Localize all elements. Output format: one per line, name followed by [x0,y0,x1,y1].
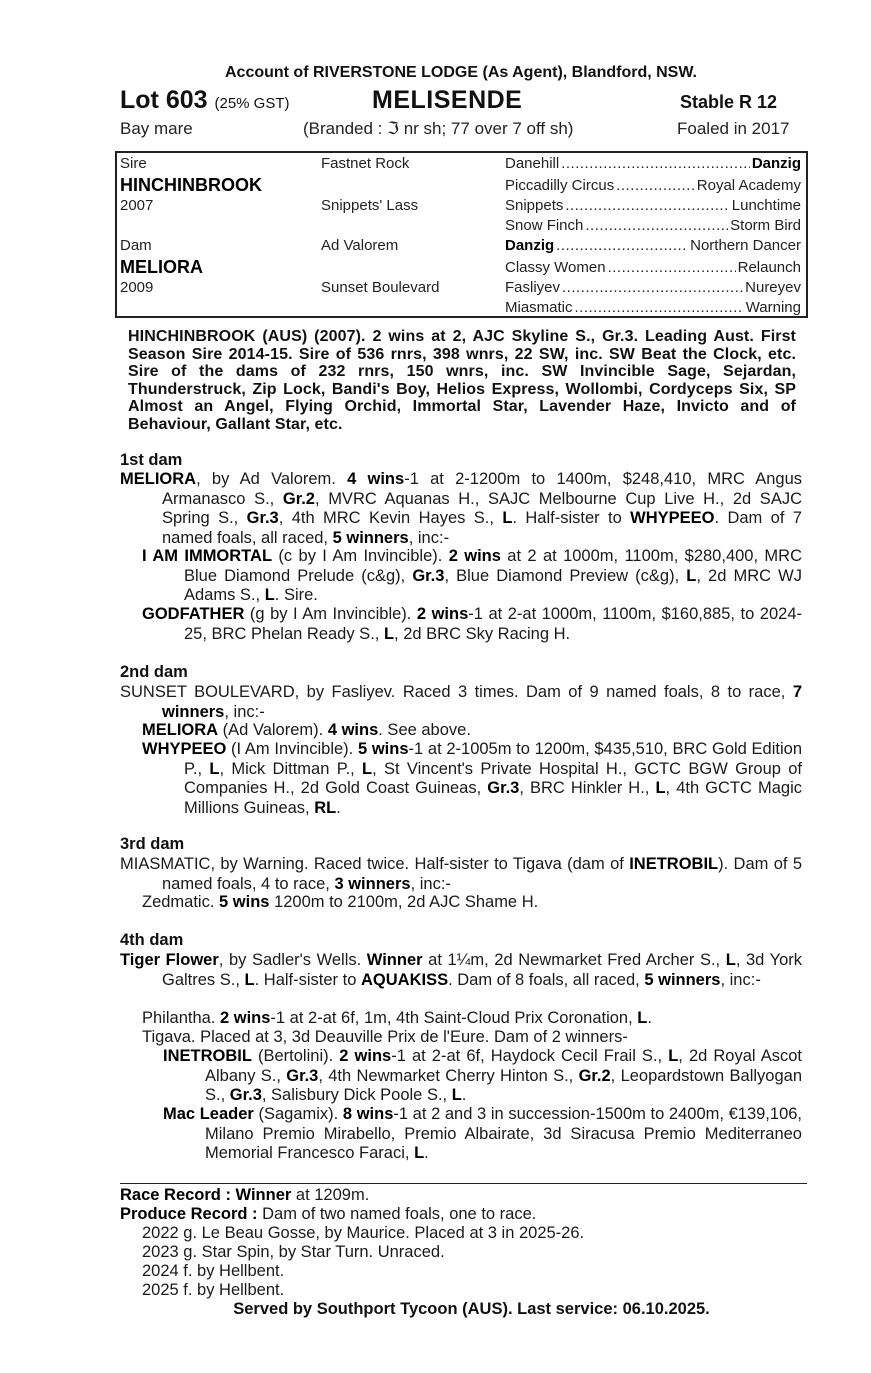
ancestor-name: Snippets [505,197,564,214]
grand-progeny-entry [163,1047,802,1106]
ancestor-row [505,279,801,296]
bold-text: GODFATHER [142,605,245,623]
bold-text: 4 wins [327,721,379,739]
fourth-dam-heading: 4th dam [120,931,184,949]
bold-text: L [244,970,255,989]
text-run: 1200m to 2100m, 2d AJC Shame H. [269,893,539,911]
text-run: . Half-sister to [254,970,361,989]
produce-item: 2022 g. Le Beau Gosse, by Maurice. Placed at 3 in 2025-26. [142,1224,585,1242]
horse-name: MELISENDE [372,86,523,114]
bold-text: L [451,1086,462,1104]
text-run: , 4th GCTC Magic Millions Guineas, [184,779,802,817]
bold-text: 5 wins [219,893,270,911]
bold-text: 5 wins [357,740,409,758]
text-run: -1 at 2-at 6f, Haydock Cecil Frail S., [391,1047,669,1065]
leader-dots [562,279,743,296]
bold-text: Gr.3 [412,566,445,585]
dam-name: MELIORA [120,257,203,277]
sire-name: HINCHINBROOK [120,175,262,195]
text-run: , inc:- [224,702,265,721]
bold-text: 2 wins [448,547,501,565]
bold-text: L [725,951,736,969]
text-run: SUNSET BOULEVARD, by Fasliyev. Raced 3 times. Dam of 9 named foals, 8 to race, [120,683,793,701]
stable-location: Stable R 12 [680,92,778,112]
text-run: . [336,798,341,817]
ancestor-parent: Royal Academy [696,177,801,194]
grand-progeny-entry [163,1105,802,1164]
fourth-dam-text [120,951,802,990]
leader-dots [565,197,729,214]
divider [120,1183,807,1184]
text-run: , inc:- [720,970,761,989]
served-note: Served by Southport Tycoon (AUS). Last service: 06.10.2025. [233,1300,710,1318]
text-run: , Leopardstown Ballyogan S., [205,1066,803,1104]
ancestor-parent: Nureyev [745,279,801,296]
bold-text: L [264,586,275,604]
bold-text: MELIORA [120,470,197,488]
text-run: . Dam of 7 named foals, all raced, [162,509,802,547]
bold-text: MELIORA [142,721,219,739]
text-run: (g by I Am Invincible). [244,605,417,623]
bold-text: Winner [366,951,423,969]
leader-dots [608,259,736,276]
text-run: , Blue Diamond Preview (c&g), [444,566,687,585]
text-run: , 2d BRC Sky Racing H. [394,624,571,643]
text-run: Zedmatic. [142,893,220,911]
third-dam-heading: 3rd dam [120,835,185,853]
text-run: . Half-sister to [512,509,631,527]
ancestor-row [505,155,801,172]
text-run: ). Dam of 5 named foals, 4 to race, [162,855,802,893]
bold-text: 8 wins [342,1105,394,1123]
text-run: . [461,1086,467,1104]
leader-dots [556,237,688,254]
bold-text: L [502,509,513,527]
bold-text: 3 winners [334,874,411,893]
text-run: . [424,1144,429,1162]
text-run: at 2 at 1000m, 1100m, $280,400, MRC Blue Diamond Prelude (c&g), [184,547,802,585]
bold-text: L [686,566,697,585]
bold-text: INETROBIL [629,855,719,873]
text-run: , Mick Dittman P., [219,759,363,778]
text-run: . [647,1009,652,1027]
progeny-entry [142,893,802,913]
text-run: , BRC Hinkler H., [519,779,656,797]
bold-text: 5 winners [644,970,721,989]
leader-dots [561,155,750,172]
ancestor-parent: Relaunch [737,259,801,276]
text-run: . See above. [378,721,471,739]
ancestor-parent: Lunchtime [731,197,801,214]
text-run: , inc:- [410,874,451,893]
text-run: at 1¼m, 2d Newmarket Fred Archer S., [422,951,726,969]
brand-info [303,119,573,139]
text-run: , Salisbury Dick Poole S., [261,1086,452,1104]
sire-summary: HINCHINBROOK (AUS) (2007). 2 wins at 2, AJC Skyline S., Gr.3. Leading Aust. First Season Sire 2014-15. Sire of 536 rnrs, 398 wnrs, 22 SW, inc. SW Beat the Clock, etc. Sire of the dams of 232 rnrs, 150 wnrs, inc. SW Invincible Sage, Sejardan, Thunderstruck, Zip Lock, Bandi's Boy, Helios Express, Wollombi, Cordyceps Six, SP Almost an Angel, Flying Orchid, Immortal Star, Lavender Haze, Invicto and of Behaviour, Gallant Star, etc. [128,328,796,433]
text-run: , MVRC Aquanas H., SAJC Melbourne Cup Live H., 2d SAJC Spring S., [162,489,802,527]
dam-year: 2009 [120,279,154,296]
bold-text: 7 winners [162,683,802,721]
third-dam-text [120,855,802,894]
text-run: , St Vincent's Private Hospital H., GCTC BGW Group of Companies H., 2d Gold Coast Guineas, [184,759,802,797]
produce-record [120,1205,536,1224]
text-run: , 2d Royal Ascot Albany S., [205,1047,803,1085]
brand-mark-icon: ℑ [387,119,399,139]
text-run: MIASMATIC, by Warning. Raced twice. Half-sister to Tigava (dam of [120,855,630,873]
bold-text: 2 wins [339,1047,392,1065]
bold-text: Gr.3 [229,1086,262,1104]
bold-text: Gr.3 [487,779,520,797]
text-run: , 2d MRC WJ Adams S., [184,566,802,604]
text-run: -1 at 2-1200m to 1400m, $248,410, MRC Angus Armanasco S., [162,470,803,508]
bold-text: 4 wins [347,470,405,488]
bold-text: 2 wins [416,605,469,623]
text-run: , by Sadler's Wells. [218,951,367,969]
text-run: , 3d York Galtres S., [162,951,802,989]
ancestor-name: Snow Finch [505,217,584,234]
produce-item: 2023 g. Star Spin, by Star Turn. Unraced. [142,1243,445,1261]
bold-text: INETROBIL [163,1047,252,1065]
text-run: (I Am Invincible). [226,740,358,758]
ancestor-row [505,237,801,254]
dam-dam: Sunset Boulevard [321,279,440,296]
sire-dam: Snippets' Lass [321,197,419,214]
lot-label: Lot 603 [120,86,208,114]
bold-text: L [383,624,395,643]
text-run: (Ad Valorem). [218,721,328,739]
second-dam-text [120,683,802,722]
sire-label: Sire [120,155,147,172]
bold-text: L [362,759,373,778]
race-record [120,1186,369,1205]
ancestor-row [505,177,801,194]
text-run: -1 at 2 and 3 in succession-1500m to 2400m, €139,106, Milano Premio Mirabello, Premio Albairate, 3d Siracusa Premio Mediterraneo Memorial Francesco Faraci, [205,1105,803,1162]
foaled-year: Foaled in 2017 [677,119,790,138]
text-run: , inc:- [408,528,450,547]
progeny-entry [142,547,802,606]
first-dam-text [120,470,802,548]
ancestor-name: Piccadilly Circus [505,177,615,194]
bold-text: L [209,759,220,778]
race-record-label: Race Record : Winner [120,1186,292,1204]
bold-text: AQUAKISS [360,970,449,989]
text-run: -1 at 2-1005m to 1200m, $435,510, BRC Gold Edition P., [184,740,803,778]
text-run: . Sire. [274,586,318,604]
brand-prefix: (Branded : [303,119,388,138]
ancestor-parent: Warning [745,299,801,316]
ancestor-name: Classy Women [505,259,606,276]
text-run: (c by I Am Invincible). [272,547,449,565]
ancestor-parent: Storm Bird [730,217,801,234]
bold-text: WHYPEEO [630,509,715,527]
text-run: , by Ad Valorem. [196,470,348,488]
ancestor-row [505,217,801,234]
text-run: . Dam of 8 foals, all raced, [448,970,645,989]
produce-record-label: Produce Record : [120,1205,258,1223]
bold-text: Gr.3 [246,509,279,527]
sire-year: 2007 [120,197,154,214]
leader-dots [575,299,744,316]
dam-sire: Ad Valorem [321,237,399,254]
text-run: Philantha. [142,1009,220,1027]
second-dam-heading: 2nd dam [120,663,188,681]
sire-sire: Fastnet Rock [321,155,410,172]
bold-text: Tiger Flower [120,951,219,969]
progeny-entry [142,1009,802,1029]
ancestor-parent: Northern Dancer [690,237,801,254]
text-run: -1 at 2-at 6f, 1m, 4th Saint-Cloud Prix Coronation, [270,1009,638,1027]
dam-label: Dam [120,237,152,254]
ancestor-name: Danzig [505,237,555,254]
text-run: Tigava. Placed at 3, 3d Deauville Prix de l'Eure. Dam of 2 winners- [142,1028,628,1046]
bold-text: 2 wins [219,1009,271,1027]
bold-text: Gr.2 [282,489,315,508]
bold-text: I AM IMMORTAL [142,547,273,565]
ancestor-row [505,299,801,316]
bold-text: L [668,1047,679,1065]
brand-detail: nr sh; 77 over 7 off sh) [398,119,574,138]
bold-text: Gr.3 [286,1066,319,1085]
bold-text: Mac Leader [163,1105,254,1123]
horse-description: Bay mare [120,119,193,138]
bold-text: RL [314,798,337,817]
ancestor-name: Danehill [505,155,560,172]
text-run: (Bertolini). [251,1047,340,1065]
text-run: , 4th MRC Kevin Hayes S., [278,509,503,527]
bold-text: 5 winners [332,528,409,547]
ancestor-row [505,259,801,276]
bold-text: L [655,779,666,797]
ancestor-name: Fasliyev [505,279,561,296]
progeny-entry [142,740,802,818]
ancestor-name: Miasmatic [505,299,573,316]
leader-dots [616,177,695,194]
bold-text: Gr.2 [578,1066,611,1085]
produce-item: 2025 f. by Hellbent. [142,1281,285,1299]
lot-number [120,86,290,115]
text-run: (Sagamix). [253,1105,343,1123]
vendor-account: Account of RIVERSTONE LODGE (As Agent), Blandford, NSW. [224,64,697,81]
race-record-value: at 1209m. [291,1186,370,1204]
ancestor-parent: Danzig [751,155,801,172]
text-run: -1 at 2-at 1000m, 1100m, $160,885, to 2024-25, BRC Phelan Ready S., [184,605,802,643]
progeny-entry [142,721,802,741]
leader-dots [585,217,728,234]
gst-note: (25% GST) [214,95,290,112]
progeny-entry [142,1028,802,1048]
bold-text: WHYPEEO [142,740,227,758]
progeny-entry [142,605,802,644]
produce-item: 2024 f. by Hellbent. [142,1262,285,1280]
produce-record-value: Dam of two named foals, one to race. [257,1205,537,1223]
ancestor-row [505,197,801,214]
first-dam-heading: 1st dam [120,451,183,469]
bold-text: L [637,1009,648,1027]
text-run: , 4th Newmarket Cherry Hinton S., [318,1066,579,1085]
bold-text: L [414,1144,425,1162]
